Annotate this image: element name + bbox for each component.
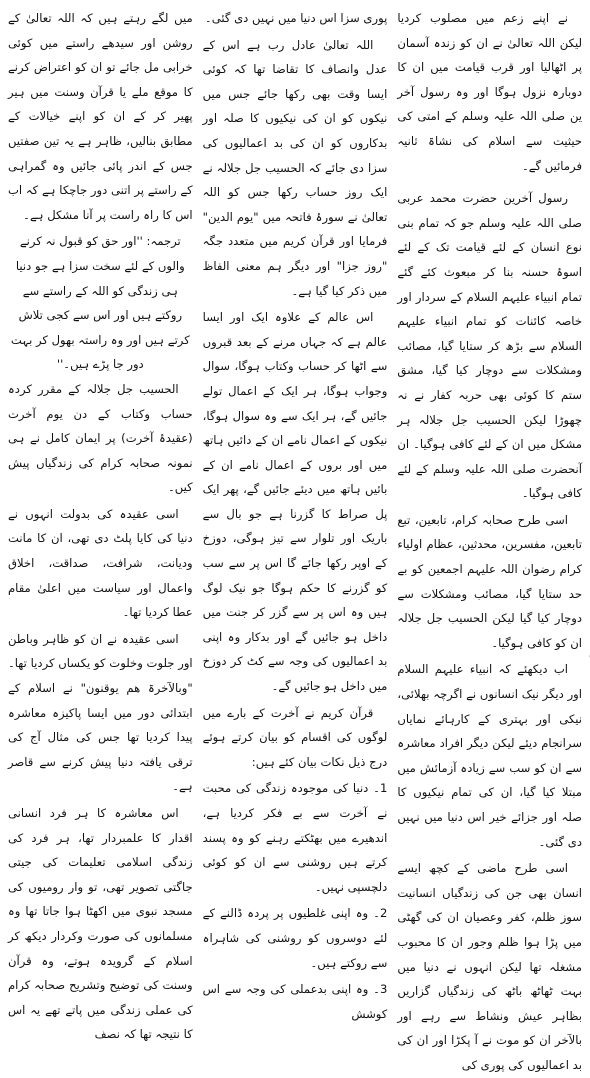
paragraph: اسی عقیدہ کی بدولت انہوں نے دنیا کی کایا پلٹ دی تھی، ان کا مانت ودیانت، شرافت، صداقت، اخلاق واعمال اور سیاست میں اعلیٰ مقام عطا کردیا تھا۔: [7, 506, 193, 620]
paragraph: الحسیب جل جلالہ کے مقرر کردہ حساب وکتاب کے دن یوم آخرت (عقیدۂ آخرت) پر ایمان کامل نے ہی نمونہ صحابہ کرام کی زندگیاں پیش کیں۔: [7, 381, 193, 495]
paragraph: رسول آخرین حضرت محمد عربی صلی اللہ علیہ وسلم جو کہ تمام بنی نوع انسان کے لئے قیامت تک کے لئے اسوۂ حسنہ بنا کر مبعوث کئے گئے تمام انبیاء علیہم السلام کے سردار اور خاصہ کائنات کو تمام انبیاء علیہم السلام سے بڑھ کر ستایا گیا، مصائب ومشکلات سے دوچار کیا گیا، مشق ستم کا کوئی بھی حربہ کفار نے نہ چھوڑا لیکن الحسیب جل جلالہ ہر مشکل میں ان کے لئے کافی ہوگیا۔ ان آنحضرت صلی اللہ علیہ وسلم کے لئے کافی ہوگیا۔: [397, 191, 582, 501]
paragraph: اس عالم کے علاوہ ایک اور ایسا عالم ہے کہ جہاں مرنے کے بعد قبروں سے اٹھا کر حساب وکتاب ہوگا، سوال وجواب ہوگا، ہر ایک کے اعمال تولے جائیں گے، ہر ایک سے وہ سوال ہوگا، نیکوں کے اعمال نامے ان کے دائیں ہاتھ میں اور بروں کے اعمال نامے ان کے بائیں ہاتھ میں دیئے جائیں گے، پھر ایک پل صراط کا گزرنا ہے جو بال سے باریک اور تلوار سے تیز ہوگی، دوزخ کے اوپر رکھا جائے گا اس پر سے سب کو گزرنے کا حکم ہوگا جو نیک لوگ ہیں وہ اس پر سے گزر کر جنت میں داخل ہو جائیں گے اور بدکار وہ اپنی بد اعمالیوں کی وجہ سے کٹ کر دوزخ میں داخل ہو جائیں گے۔: [202, 310, 388, 694]
paragraph: قرآن کریم نے آخرت کے بارے میں لوگوں کی اقسام کو بیان کرتے ہوئے درج ذیل نکات بیان کئے ہیں:: [202, 705, 388, 769]
paragraph: میں لگے رہتے ہیں کہ اللہ تعالیٰ کے روشن اور سیدھے راستے میں کوئی خرابی مل جائے تو ان کو اعتراض کرنے کا موقع ملے یا قرآن وسنت میں ہیر پھیر کر کے ان کو اپنے خیالات کے مطابق بنالیں، ظاہر ہے یہ تین صفتیں جس کے اندر پائی جائیں وہ گمراہی کے راستے پر اتنی دور جاچکا ہے کہ اب اس کا راہ راست پر آنا مشکل ہے۔: [7, 11, 193, 222]
list-item: 3۔ وہ اپنی بدعملی کی وجہ سے اس کوشش: [202, 982, 388, 1021]
paragraph: پوری سزا اس دنیا میں نہیں دی گئی۔: [204, 11, 388, 25]
paragraph: اللہ تعالیٰ عادل رب ہے اس کے عدل وانصاف کا تقاضا تھا کہ کوئی ایسا وقت بھی رکھا جائے جس میں نیکوں کو ان کی نیکیوں کا صلہ اور بدکاروں کو ان کی بد اعمالیوں کی سزا دی جائے کہ الحسیب جل جلالہ نے ایک روز حساب رکھا جس کو اللہ تعالیٰ نے سورۂ فاتحہ میں "یوم الدین" فرمایا اور قرآن کریم میں متعدد جگہ "روز جزا" اور دیگر ہم معنی الفاظ میں ذکر کیا گیا ہے۔: [202, 37, 388, 298]
quoted-translation: ترجمہ: ''اور حق کو قبول نہ کرنے والوں کے لئے سخت سزا ہے جو دنیا ہی زندگی کو اللہ کے راستے سے روکتے ہیں اور اس سے کجی تلاش کرتے ہیں اور وہ راستہ بھول کر بہت دور جا پڑے ہیں۔'': [10, 234, 190, 372]
list-item: 2۔ وہ اپنی غلطیوں پر پردہ ڈالنے کے لئے دوسروں کو روشنی کی شاہراہ سے روکتے ہیں۔: [202, 906, 388, 970]
paragraph: اسی طرح صحابہ کرام، تابعین، تبع تابعین، مفسرین، محدثین، عظام اولیاء کرام رضوان اللہ علیہم اجمعین کو بے حد ستایا گیا، مصائب ومشکلات سے دوچار کیا گیا لیکن الحسیب جل جلالہ ان کو کافی ہوگیا۔: [397, 512, 582, 650]
list-item: 1۔ دنیا کی موجودہ زندگی کی محبت نے آخرت سے بے فکر کردیا ہے، اندھیرے میں بھٹکتے رہنے کو وہ پسند کرتے ہیں روشنی سے ان کو کوئی دلچسپی نہیں۔: [202, 781, 388, 894]
text-column-right: [397, 6, 582, 1072]
paragraph: اسی عقیدہ نے ان کو ظاہر وباطن اور جلوت وخلوت کو یکساں کردیا تھا۔ "وبالآخرۃ ھم یوقنون" نے اسلام کے ابتدائی دور میں ایسا پاکیزہ معاشرہ پیدا کردیا تھا جس کی مثال آج کی ترقی یافتہ دنیا پیش کرنے سے قاصر ہے۔: [7, 631, 193, 794]
paragraph: اس معاشرہ کا ہر فرد انسانی اقدار کا علمبردار تھا، ہر فرد کی زندگی اسلامی تعلیمات کی جیتی جاگتی تصویر تھی، تو وار رومیوں کی مسجد نبوی میں اکھٹا ہوا جاتا تھا وہ مسلمانوں کی صورت وکردار دیکھ کر اسلام کے گرویدہ ہوتے، وہ قرآن وسنت کی توضیح وتشریح صحابہ کرام کی عملی زندگی میں پاتے تھے یہ اس کا نتیجہ تھا کہ نصف: [7, 806, 193, 1042]
paragraph: اسی طرح ماضی کے کچھ ایسے انسان بھی جن کی زندگیاں انسانیت سوز ظلم، کفر وعصیان ان کی گھٹی میں پڑا ہوا ظلم وجور ان کا محبوب مشغلہ تھا لیکن انہوں نے دنیا میں بہت ٹھاٹھ باٹھ کی زندگیاں گزاریں بظاہر عیش ونشاط سے رہے اور بالآخر ان کو موت نے آ پکڑا اور ان کی بد اعمالیوں کی پوری کی: [397, 861, 582, 1072]
text-column-middle: [202, 6, 388, 1021]
text-column-left: [7, 6, 193, 1042]
paragraph: اب دیکھئے کہ انبیاء علیہم السلام اور دیگر نیک انسانوں نے اگرچہ بھلائی، نیکی اور بہتری کے کارہائے نمایاں سرانجام دیئے لیکن دیگر افراد معاشرہ سے ان کو سب سے زیادہ آزمائش میں مبتلا کیا گیا، ان کی تمام نیکیوں کا صلہ اور جزائے خیر اس دنیا میں نہیں دی گئی۔: [397, 662, 582, 849]
paragraph: نے اپنے زعم میں مصلوب کردیا لیکن اللہ تعالیٰ نے ان کو زندہ آسمان پر اٹھالیا اور قرب قیامت میں ان کا دوبارہ نزول ہوگا اور وہ رسول آخر ین صلی اللہ علیہ وسلم کے امتی کی حیثیت سے اسلام کی نشاۃ ثانیہ فرمائیں گے۔: [397, 11, 582, 173]
